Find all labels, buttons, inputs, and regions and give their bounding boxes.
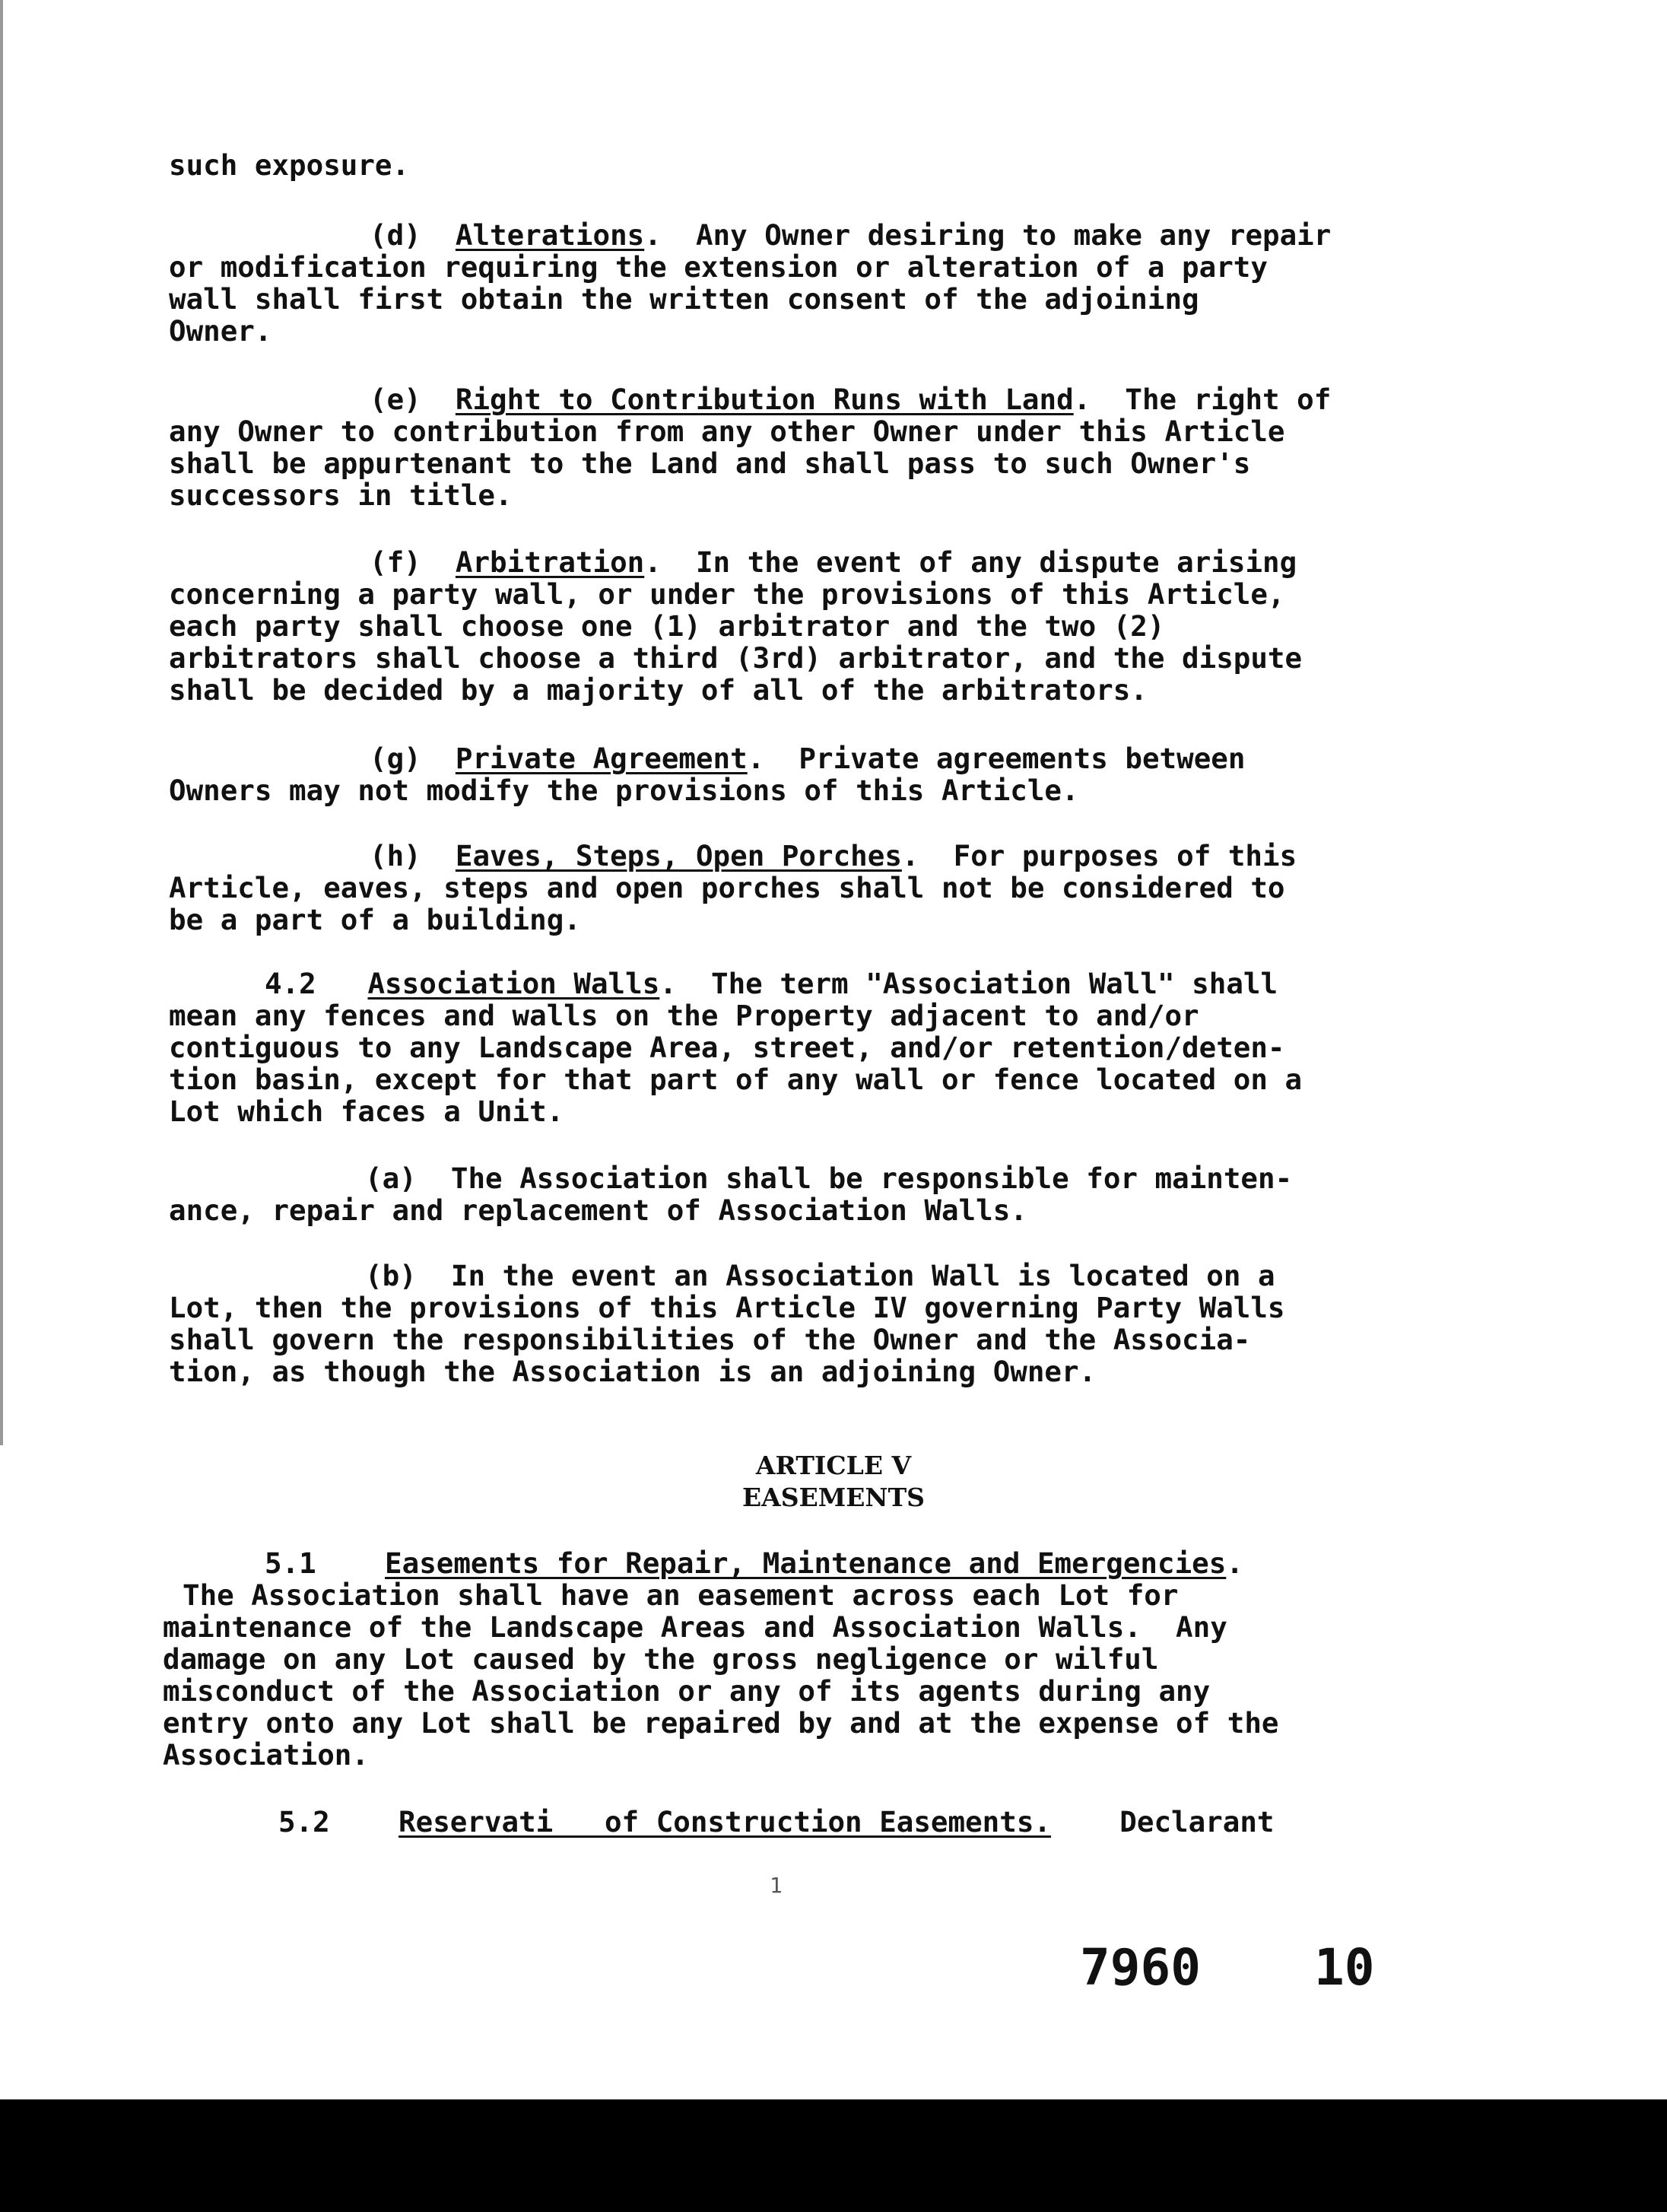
stamp-number: 7960 [1080,1938,1201,1997]
section-4-2-line-3: contiguous to any Landscape Area, street, and/or retention/deten- [169,1031,1285,1064]
section-4-2-text: . The term "Association Wall" shall [659,967,1278,1000]
paragraph-h-number: (h) [370,839,421,872]
section-5-2-title: Reservati of Construction Easements. [398,1805,1051,1839]
paragraph-d-title: Alterations [455,218,645,252]
paragraph-d-number: (d) [370,218,421,252]
paragraph-a-line-1 [169,1162,1462,1194]
paragraph-d-line-1 [169,219,1462,251]
paragraph-b-text: In the event an Association Wall is located on a [450,1259,1275,1292]
paragraph-d-text: . Any Owner desiring to make any repair [644,218,1332,252]
paragraph-f-text: . In the event of any dispute arising [644,545,1297,579]
paragraph-b-number: (b) [365,1259,417,1292]
paragraph-a-number: (a) [365,1162,417,1195]
section-4-2-line-2: mean any fences and walls on the Property adjacent to and/or [169,999,1199,1032]
paragraph-h-line-1 [169,840,1462,872]
intro-line: such exposure. [169,148,410,182]
section-5-1-line-2: maintenance of the Landscape Areas and Association Walls. Any [163,1610,1227,1644]
paragraph-h-text: . For purposes of this [901,839,1297,872]
paragraph-f-line-2: concerning a party wall, or under the provisions of this Article, [169,577,1285,611]
section-5-1-line-4: misconduct of the Association or any of its agents during any [163,1674,1211,1708]
article-subheading: EASEMENTS [742,1483,925,1512]
page-mark: 1 [770,1873,783,1898]
scan-edge [0,0,3,1445]
section-4-2-line-5: Lot which faces a Unit. [169,1095,564,1128]
section-5-1-number: 5.1 [265,1546,316,1580]
paragraph-f-line-3: each party shall choose one (1) arbitrator and the two (2) [169,609,1165,643]
article-heading: ARTICLE V [755,1451,912,1480]
paragraph-g-title: Private Agreement [455,742,748,775]
paragraph-g-line-1 [169,742,1462,774]
paragraph-a-text: The Association shall be responsible for mainten- [450,1162,1293,1195]
section-4-2-number: 4.2 [265,967,316,1000]
paragraph-b-line-3: shall govern the responsibilities of the Owner and the Associa- [169,1323,1251,1356]
paragraph-h-line-2: Article, eaves, steps and open porches shall not be considered to [169,871,1285,904]
scan-border [0,2099,1667,2212]
paragraph-e-line-2: any Owner to contribution from any other Owner under this Article [169,415,1285,448]
paragraph-b-line-2: Lot, then the provisions of this Article IV governing Party Walls [169,1291,1285,1324]
paragraph-d-line-4: Owner. [169,314,272,348]
section-5-1-title: Easements for Repair, Maintenance and Emergencies [385,1546,1227,1580]
paragraph-e-text: . The right of [1073,383,1332,416]
paragraph-f-line-4: arbitrators shall choose a third (3rd) arbitrator, and the dispute [169,641,1303,675]
section-5-1-line-3: damage on any Lot caused by the gross negligence or wilful [163,1642,1159,1676]
paragraph-b-line-1 [169,1260,1462,1292]
section-5-2-text: Declarant [1119,1805,1275,1839]
paragraph-d-line-2: or modification requiring the extension or alteration of a party [169,250,1268,284]
paragraph-e-number: (e) [370,383,421,416]
section-5-1-title-line [169,1547,1462,1579]
paragraph-e-line-4: successors in title. [169,478,513,512]
section-4-2-line-4: tion basin, except for that part of any wall or fence located on a [169,1063,1303,1096]
paragraph-a-line-2: ance, repair and replacement of Association Walls. [169,1193,1027,1227]
paragraph-f-line-5: shall be decided by a majority of all of the arbitrators. [169,673,1148,707]
paragraph-e-line-3: shall be appurtenant to the Land and shall pass to such Owner's [169,447,1251,480]
section-5-1-line-6: Association. [163,1738,369,1772]
section-5-2-line-1 [169,1806,1462,1838]
paragraph-f-title: Arbitration [455,545,645,579]
paragraph-e-line-1 [169,383,1462,415]
section-5-1-title-end: . [1226,1546,1243,1580]
paragraph-g-number: (g) [370,742,421,775]
section-4-2-title: Association Walls [367,967,660,1000]
paragraph-g-text: . Private agreements between [747,742,1246,775]
paragraph-b-line-4: tion, as though the Association is an adjoining Owner. [169,1355,1097,1388]
section-5-1-line-1: The Association shall have an easement across each Lot for [183,1578,1179,1612]
paragraph-g-line-2: Owners may not modify the provisions of this Article. [169,774,1079,807]
paragraph-d-line-3: wall shall first obtain the written consent of the adjoining [169,282,1199,316]
paragraph-f-line-1 [169,546,1462,578]
paragraph-h-line-3: be a part of a building. [169,903,581,936]
section-5-2-number: 5.2 [278,1805,330,1839]
section-5-1-line-5: entry onto any Lot shall be repaired by and at the expense of the [163,1706,1279,1740]
section-4-2-line-1 [169,968,1462,1000]
paragraph-e-title: Right to Contribution Runs with Land [455,383,1074,416]
paragraph-h-title: Eaves, Steps, Open Porches [455,839,902,872]
paragraph-f-number: (f) [370,545,421,579]
stamp-page: 10 [1314,1938,1375,1997]
